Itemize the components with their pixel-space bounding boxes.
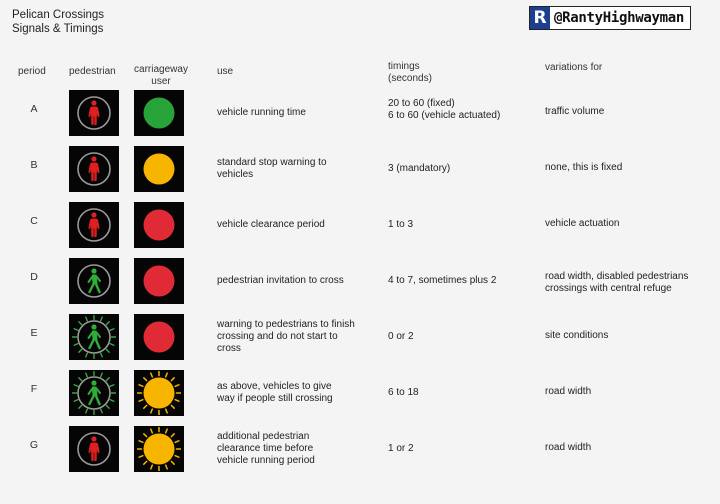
variation-line: none, this is fixed xyxy=(545,162,623,173)
brand-badge xyxy=(529,6,691,30)
green-man-figure xyxy=(89,324,101,348)
variation-line: traffic volume xyxy=(545,106,605,117)
timing-line: 0 or 2 xyxy=(388,331,414,342)
variation-line: vehicle actuation xyxy=(545,218,620,229)
use-description xyxy=(217,275,377,287)
use-line: cross xyxy=(217,343,241,354)
timing-line: 6 to 18 xyxy=(388,387,419,398)
use-description xyxy=(217,157,377,181)
period-label: G xyxy=(29,439,39,451)
green-man-figure xyxy=(89,380,101,404)
flashing-amber-lamp xyxy=(144,434,175,465)
red-man-figure xyxy=(90,212,99,236)
header-variations: variations for xyxy=(545,62,603,73)
vehicle-signal-icon xyxy=(134,202,184,248)
period-label: D xyxy=(30,271,38,283)
pedestrian-signal-icon xyxy=(69,314,119,360)
red-man-figure xyxy=(90,436,99,460)
red-lamp xyxy=(144,210,175,241)
brand-handle: @RantyHighwayman xyxy=(554,10,685,26)
header-carriageway-line1: carriageway xyxy=(134,64,188,75)
timing-line: 1 or 2 xyxy=(388,443,414,454)
use-line: clearance time before xyxy=(217,443,314,454)
red-man-figure xyxy=(90,156,99,180)
amber-lamp xyxy=(144,154,175,185)
header-period: period xyxy=(18,66,46,77)
variation-line: road width xyxy=(545,442,592,453)
variation-line: road width xyxy=(545,386,592,397)
period-label: F xyxy=(30,383,38,395)
use-description xyxy=(217,319,377,355)
variation-value xyxy=(545,162,715,174)
period-label: E xyxy=(30,327,38,339)
use-line: vehicles xyxy=(217,169,254,180)
timing-value xyxy=(388,275,538,287)
pedestrian-signal-icon xyxy=(69,202,119,248)
timing-value xyxy=(388,219,538,231)
header-carriageway xyxy=(131,64,191,88)
timing-line: 3 (mandatory) xyxy=(388,163,451,174)
use-line: crossing and do not start to xyxy=(217,331,338,342)
header-use: use xyxy=(217,66,234,77)
timing-line: 20 to 60 (fixed) xyxy=(388,98,455,109)
pedestrian-signal-icon xyxy=(69,258,119,304)
period-label: B xyxy=(30,159,38,171)
use-line: standard stop warning to xyxy=(217,157,327,168)
timing-value xyxy=(388,163,538,175)
variation-line: site conditions xyxy=(545,330,609,341)
page-title xyxy=(12,8,104,36)
green-lamp xyxy=(144,98,175,129)
vehicle-signal-icon xyxy=(134,90,184,136)
header-timings-line1: timings xyxy=(388,61,420,72)
title-line-1: Pelican Crossings xyxy=(12,9,105,21)
brand-logo-icon: R xyxy=(530,7,550,29)
use-line: vehicle clearance period xyxy=(217,219,325,230)
variation-value xyxy=(545,106,715,118)
use-description xyxy=(217,107,377,119)
variation-line: road width, disabled pedestrians xyxy=(545,271,689,282)
variation-value xyxy=(545,271,715,295)
vehicle-signal-icon xyxy=(134,370,184,416)
header-carriageway-line2: user xyxy=(151,76,171,87)
pedestrian-signal-icon xyxy=(69,90,119,136)
red-lamp xyxy=(144,266,175,297)
timing-line: 1 to 3 xyxy=(388,219,414,230)
variation-value xyxy=(545,442,715,454)
period-label: C xyxy=(30,215,38,227)
vehicle-signal-icon xyxy=(134,314,184,360)
pedestrian-signal-icon xyxy=(69,426,119,472)
header-timings-line2: (seconds) xyxy=(388,73,432,84)
pedestrian-signal-icon xyxy=(69,370,119,416)
timing-value xyxy=(388,443,538,455)
title-line-2: Signals & Timings xyxy=(12,23,104,35)
green-man-figure xyxy=(89,268,101,292)
use-line: way if people still crossing xyxy=(217,393,333,404)
vehicle-signal-icon xyxy=(134,426,184,472)
vehicle-signal-icon xyxy=(134,146,184,192)
timing-value xyxy=(388,98,538,122)
flashing-amber-lamp xyxy=(144,378,175,409)
timing-value xyxy=(388,331,538,343)
pedestrian-signal-icon xyxy=(69,146,119,192)
header-pedestrian: pedestrian xyxy=(69,66,116,77)
timing-value xyxy=(388,387,538,399)
red-lamp xyxy=(144,322,175,353)
variation-value xyxy=(545,218,715,230)
variation-line: crossings with central refuge xyxy=(545,283,672,294)
use-line: as above, vehicles to give xyxy=(217,381,332,392)
timing-line: 6 to 60 (vehicle actuated) xyxy=(388,110,501,121)
red-man-figure xyxy=(90,100,99,124)
use-description xyxy=(217,219,377,231)
variation-value xyxy=(545,386,715,398)
vehicle-signal-icon xyxy=(134,258,184,304)
use-description xyxy=(217,431,377,467)
use-line: warning to pedestrians to finish xyxy=(217,319,355,330)
use-line: vehicle running period xyxy=(217,455,315,466)
period-label: A xyxy=(30,103,38,115)
use-line: additional pedestrian xyxy=(217,431,310,442)
header-timings xyxy=(388,61,432,85)
use-line: vehicle running time xyxy=(217,107,306,118)
use-line: pedestrian invitation to cross xyxy=(217,275,344,286)
use-description xyxy=(217,381,377,405)
variation-value xyxy=(545,330,715,342)
timing-line: 4 to 7, sometimes plus 2 xyxy=(388,275,497,286)
